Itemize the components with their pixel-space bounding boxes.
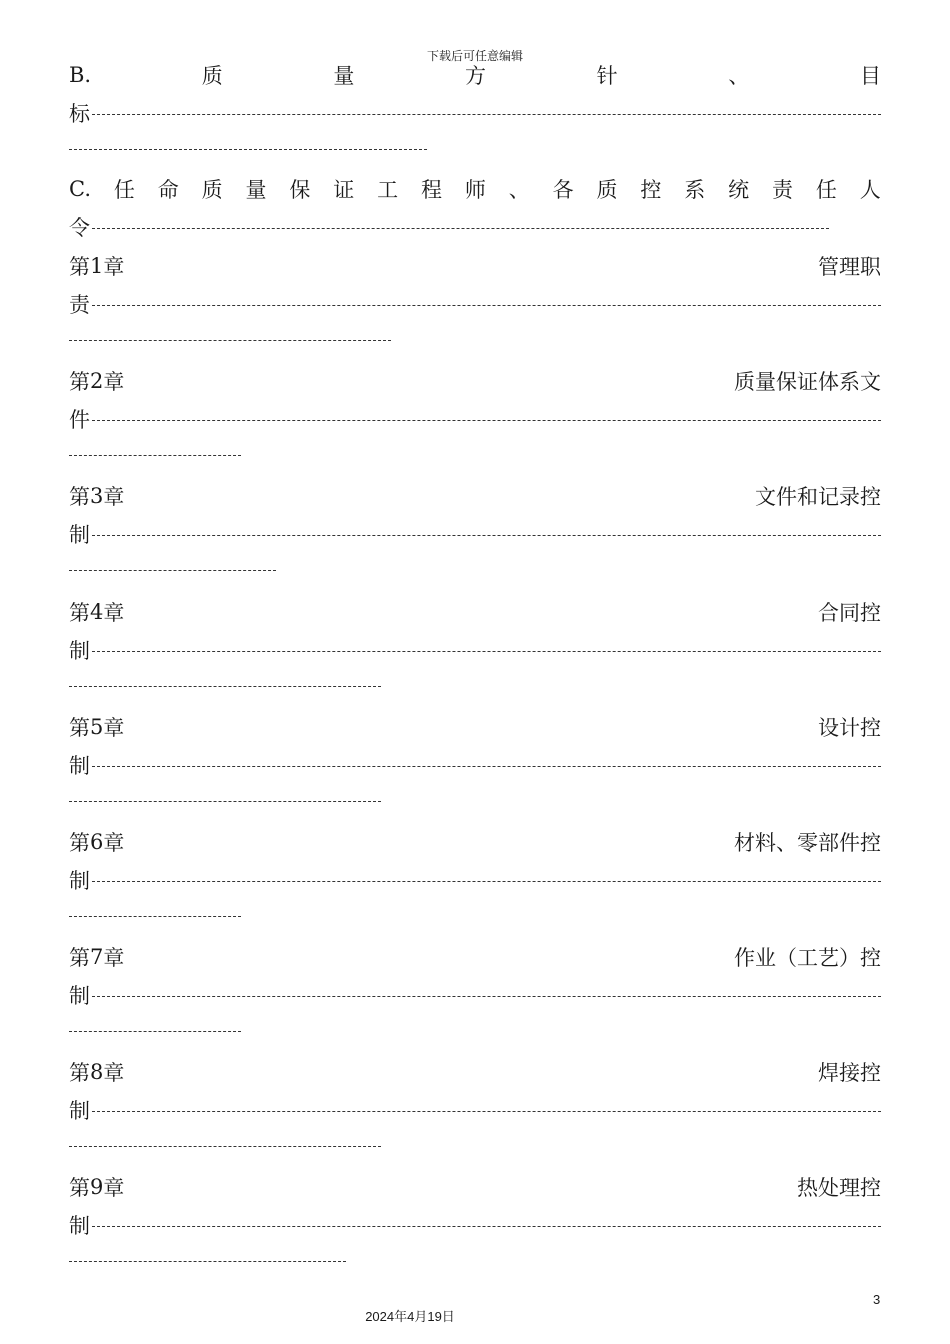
- toc-entry-title: [69, 711, 881, 743]
- title-char: 质: [201, 64, 223, 88]
- title-char: 件: [776, 485, 797, 509]
- page-header: 下载后可任意编辑: [426, 49, 523, 63]
- toc-entry-title: [69, 826, 881, 858]
- toc-entry-ch7: [69, 941, 881, 1032]
- title-char: 章: [103, 831, 125, 855]
- title-char: 、: [776, 831, 797, 855]
- dot-leader: [92, 535, 881, 536]
- toc-entry-ch3: [69, 480, 881, 571]
- title-char: 章: [103, 370, 125, 394]
- title-char: 5: [90, 715, 104, 739]
- title-char: 证: [797, 370, 818, 394]
- title-char: 第: [69, 370, 90, 394]
- toc-entry-title: [69, 173, 881, 205]
- title-char: 合: [818, 601, 839, 625]
- toc-entry-title: [69, 1171, 881, 1203]
- dot-leader: [92, 766, 881, 767]
- title-char: 目: [859, 64, 881, 88]
- title-char: 第: [69, 255, 90, 279]
- title-char: 保: [289, 178, 311, 202]
- title-char: 章: [103, 716, 125, 740]
- title-tail-char: 制: [69, 754, 90, 778]
- title-char: 控: [860, 946, 881, 970]
- title-char: 4: [90, 600, 104, 624]
- title-tail-char: 制: [69, 984, 90, 1008]
- toc-entry-c: [69, 173, 881, 243]
- dot-leader-continued: [69, 916, 241, 917]
- title-char: 第: [69, 601, 90, 625]
- title-char: B.: [69, 63, 92, 87]
- toc-entry-ch2: [69, 365, 881, 456]
- title-char: 命: [157, 178, 179, 202]
- toc-entry-title: [69, 365, 881, 397]
- title-char: 系: [684, 178, 706, 202]
- toc-entry-title: [69, 59, 881, 91]
- title-char: 文: [860, 370, 881, 394]
- title-tail-char: 制: [69, 1214, 90, 1238]
- title-char: 9: [90, 1175, 104, 1199]
- title-char: 第: [69, 946, 90, 970]
- title-char: 计: [839, 716, 860, 740]
- title-char: 8: [90, 1060, 104, 1084]
- toc-entry-ch5: [69, 711, 881, 802]
- toc-entry-title: [69, 1056, 881, 1088]
- title-char: 第: [69, 1061, 90, 1085]
- title-char: 文: [755, 485, 776, 509]
- title-char: 理: [839, 255, 860, 279]
- title-char: 方: [465, 64, 487, 88]
- title-char: 程: [421, 178, 442, 202]
- title-char: 章: [103, 485, 125, 509]
- toc-entry-ch4: [69, 596, 881, 687]
- title-char: 7: [90, 945, 104, 969]
- title-char: 量: [333, 64, 355, 88]
- title-char: 第: [69, 1176, 90, 1200]
- title-char: 体: [818, 370, 839, 394]
- title-char: 接: [839, 1061, 860, 1085]
- title-char: 系: [839, 370, 860, 394]
- title-char: 章: [103, 946, 125, 970]
- title-char: 作: [734, 946, 755, 970]
- title-char: 料: [755, 831, 776, 855]
- title-char: 设: [818, 716, 839, 740]
- title-char: 理: [839, 1176, 860, 1200]
- title-char: 热: [797, 1176, 818, 1200]
- title-char: 任: [815, 178, 837, 202]
- toc-entry-title: [69, 480, 881, 512]
- title-char: 章: [103, 255, 125, 279]
- title-char: 和: [797, 485, 818, 509]
- title-char: 控: [860, 716, 881, 740]
- title-char: 艺: [818, 946, 839, 970]
- footer-date: 2024年4月19日: [365, 1309, 455, 1324]
- title-char: 控: [860, 601, 881, 625]
- dot-leader-continued: [69, 1146, 381, 1147]
- dot-leader-continued: [69, 149, 427, 150]
- toc-entry-ch1: [69, 250, 881, 341]
- title-tail-char: 制: [69, 639, 90, 663]
- dot-leader-continued: [69, 340, 391, 341]
- title-tail-char: 标: [69, 102, 90, 126]
- title-char: 3: [90, 484, 104, 508]
- title-char: 章: [103, 1061, 125, 1085]
- dot-leader-continued: [69, 686, 381, 687]
- title-tail-char: 制: [69, 1099, 90, 1123]
- title-char: 章: [103, 1176, 125, 1200]
- title-tail-char: 令: [69, 216, 90, 240]
- dot-leader-continued: [69, 1031, 241, 1032]
- title-char: 工: [377, 178, 399, 202]
- title-char: 针: [596, 64, 618, 88]
- title-char: 部: [818, 831, 839, 855]
- dot-leader-continued: [69, 455, 241, 456]
- dot-leader: [92, 651, 881, 652]
- dot-leader: [92, 1226, 881, 1227]
- title-char: 任: [113, 178, 135, 202]
- toc-entry-ch9: [69, 1171, 881, 1262]
- toc-entry-title: [69, 596, 881, 628]
- title-char: 工: [797, 946, 818, 970]
- title-char: 处: [818, 1176, 839, 1200]
- title-char: C.: [69, 177, 91, 201]
- title-tail-char: 制: [69, 869, 90, 893]
- dot-leader: [92, 881, 881, 882]
- title-char: 统: [728, 178, 750, 202]
- title-char: 件: [839, 831, 860, 855]
- dot-leader-continued: [69, 1261, 346, 1262]
- title-char: 控: [860, 485, 881, 509]
- title-char: 质: [201, 178, 223, 202]
- title-tail-char: 责: [69, 293, 90, 317]
- title-char: 、: [728, 64, 750, 88]
- title-char: 、: [508, 178, 530, 202]
- toc-entry-title: [69, 941, 881, 973]
- title-char: （: [776, 946, 797, 970]
- title-char: 章: [103, 601, 125, 625]
- title-char: ）: [839, 946, 860, 970]
- title-char: 责: [772, 178, 793, 202]
- title-char: 管: [818, 255, 839, 279]
- title-char: 师: [464, 178, 486, 202]
- title-char: 第: [69, 485, 90, 509]
- title-char: 记: [818, 485, 839, 509]
- title-tail-char: 件: [69, 408, 90, 432]
- title-char: 控: [640, 178, 662, 202]
- dot-leader: [92, 420, 881, 421]
- title-char: 人: [859, 178, 881, 202]
- dot-leader: [92, 305, 881, 306]
- title-char: 2: [90, 369, 104, 393]
- title-char: 质: [734, 370, 755, 394]
- title-char: 量: [245, 178, 267, 202]
- title-char: 控: [860, 1061, 881, 1085]
- title-char: 职: [860, 255, 881, 279]
- dot-leader-continued: [69, 801, 381, 802]
- title-char: 焊: [818, 1061, 839, 1085]
- title-char: 各: [552, 178, 574, 202]
- toc-entry-title: [69, 250, 881, 282]
- title-tail-char: 制: [69, 523, 90, 547]
- title-char: 控: [860, 831, 881, 855]
- title-char: 第: [69, 831, 90, 855]
- toc-entry-b: [69, 59, 881, 150]
- dot-leader: [92, 228, 829, 229]
- page-number: 3: [873, 1292, 881, 1307]
- title-char: 保: [776, 370, 797, 394]
- dot-leader: [92, 114, 881, 115]
- toc-entry-ch8: [69, 1056, 881, 1147]
- title-char: 业: [755, 946, 776, 970]
- dot-leader: [92, 1111, 881, 1112]
- title-char: 6: [90, 830, 104, 854]
- title-char: 质: [596, 178, 618, 202]
- title-char: 量: [755, 370, 776, 394]
- toc-entry-ch6: [69, 826, 881, 917]
- title-char: 录: [839, 485, 860, 509]
- title-char: 证: [333, 178, 355, 202]
- title-char: 第: [69, 716, 90, 740]
- title-char: 1: [90, 254, 104, 278]
- dot-leader-continued: [69, 570, 276, 571]
- title-char: 零: [797, 831, 818, 855]
- title-char: 材: [734, 831, 755, 855]
- dot-leader: [92, 996, 881, 997]
- title-char: 同: [839, 601, 860, 625]
- title-char: 控: [860, 1176, 881, 1200]
